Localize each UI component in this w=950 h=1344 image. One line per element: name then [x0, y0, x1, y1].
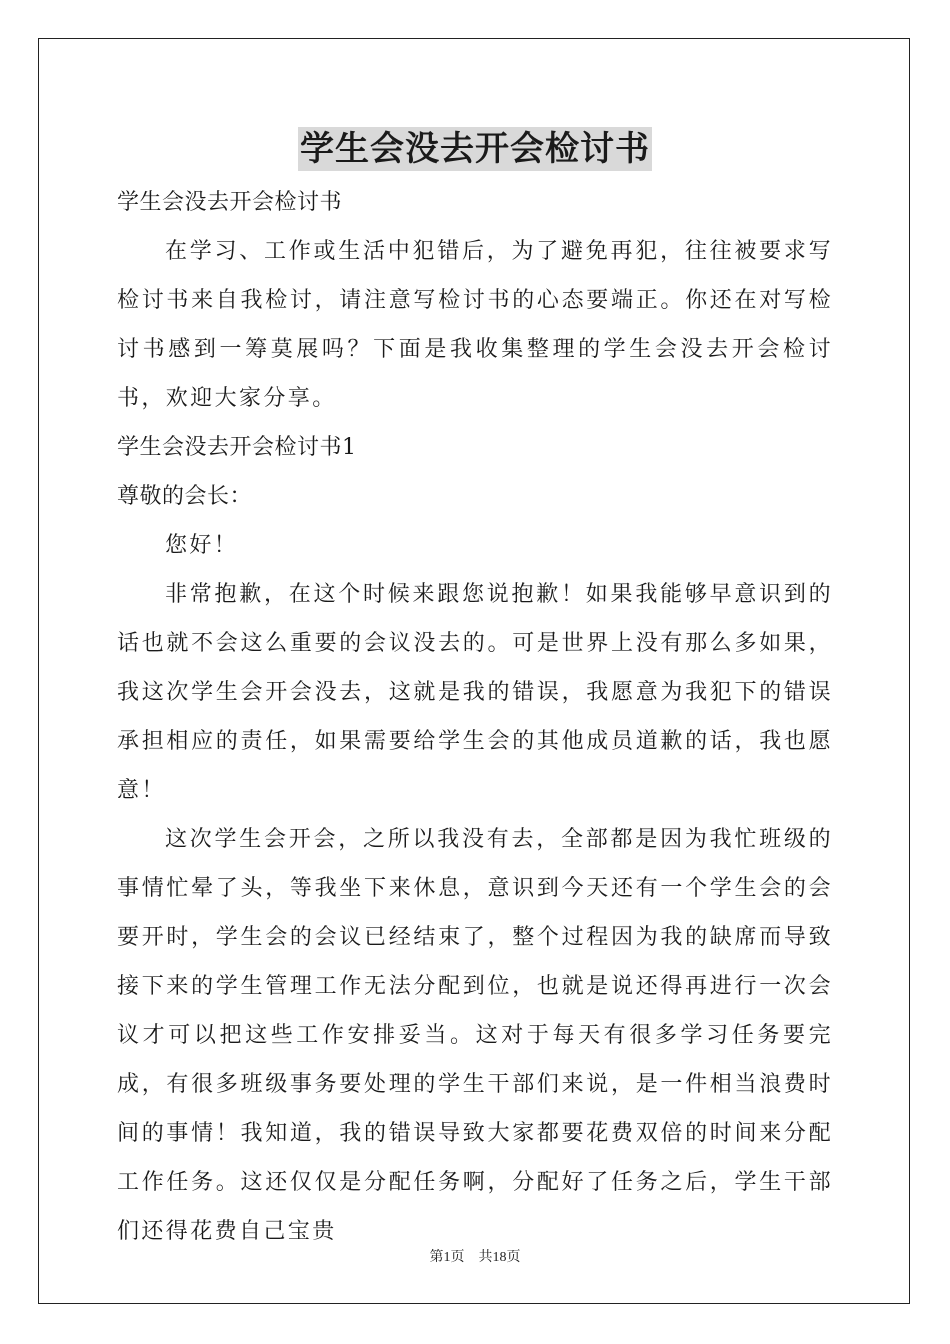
- page-footer: [0, 1246, 950, 1266]
- intro-paragraph: 在学习、工作或生活中犯错后，为了避免再犯，往往被要求写检讨书来自我检讨，请注意写检讨书的心态要端正。你还在对写检讨书感到一筹莫展吗？下面是我收集整理的学生会没去开会检讨书，欢迎大家分享。: [117, 239, 833, 411]
- body-paragraph-2: 这次学生会开会，之所以我没有去，全部都是因为我忙班级的事情忙晕了头，等我坐下来休息，意识到今天还有一个学生会的会要开时，学生会的会议已经结束了，整个过程因为我的缺席而导致接下来的学生管理工作无法分配到位，也就是说还得再进行一次会议才可以把这些工作安排妥当。这对于每天有很多学习任务要完成，有很多班级事务要处理的学生干部们来说，是一件相当浪费时间的事情！我知道，我的错误导致大家都要花费双倍的时间来分配工作任务。这还仅仅是分配任务啊，分配好了任务之后，学生干部们还得花费自己宝贵: [117, 827, 833, 1244]
- body-paragraph-1: 非常抱歉，在这个时候来跟您说抱歉！如果我能够早意识到的话也就不会这么重要的会议没去的。可是世界上没有那么多如果，我这次学生会开会没去，这就是我的错误，我愿意为我犯下的错误承担相应的责任，如果需要给学生会的其他成员道歉的话，我也愿意！: [117, 582, 833, 803]
- section-heading: 学生会没去开会检讨书1: [117, 435, 357, 460]
- document-body: [117, 178, 833, 1256]
- page-number: 第1页: [429, 1250, 465, 1265]
- salutation: 尊敬的会长：: [117, 484, 253, 509]
- document-title: 学生会没去开会检讨书: [300, 129, 650, 169]
- greeting: 您好！: [165, 533, 239, 558]
- page-total: 共18页: [478, 1250, 521, 1265]
- document-subtitle: 学生会没去开会检讨书: [117, 190, 343, 215]
- title-container: [0, 127, 950, 171]
